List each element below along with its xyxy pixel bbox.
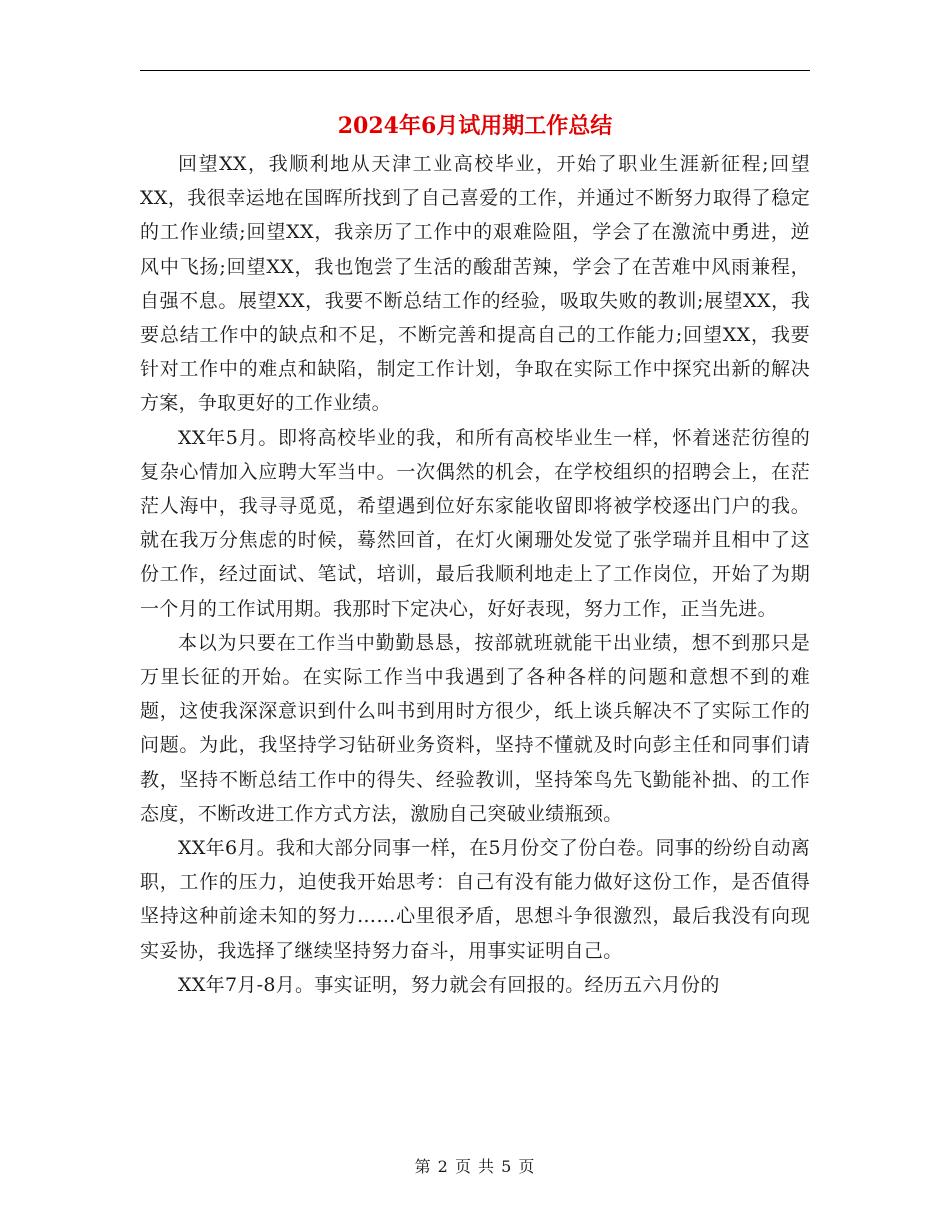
paragraph-5: XX年7月-8月。事实证明，努力就会有回报的。经历五六月份的 [178, 973, 720, 996]
document-title: 2024年6月试用期工作总结 [337, 113, 613, 139]
page-number: 第 2 页 共 5 页 [414, 1157, 536, 1176]
paragraph-4: XX年6月。我和大部分同事一样，在5月份交了份白卷。同事的纷纷自动离职，工作的压力，迫使我开始思考：自己有没有能力做好这份工作，是否值得坚持这种前途未知的努力……心里很矛盾，思想斗争很激烈，最后我没有向现实妥协，我选择了继续坚持努力奋斗，用事实证明自己。 [140, 837, 810, 962]
header-rule [140, 70, 810, 71]
document-body [140, 147, 810, 1002]
paragraph-1: 回望XX，我顺利地从天津工业高校毕业，开始了职业生涯新征程;回望XX，我很幸运地在国晖所找到了自己喜爱的工作，并通过不断努力取得了稳定的工作业绩;回望XX，我亲历了工作中的艰难险阻，学会了在激流中勇进，逆风中飞扬;回望XX，我也饱尝了生活的酸甜苦辣，学会了在苦难中风雨兼程，自强不息。展望XX，我要不断总结工作的经验，吸取失败的教训;展望XX，我要总结工作中的缺点和不足，不断完善和提高自己的工作能力;回望XX，我要针对工作中的难点和缺陷，制定工作计划，争取在实际工作中探究出新的解决方案，争取更好的工作业绩。 [140, 153, 810, 415]
paragraph-3: 本以为只要在工作当中勤勤恳恳，按部就班就能干出业绩，想不到那只是万里长征的开始。在实际工作当中我遇到了各种各样的问题和意想不到的难题，这使我深深意识到什么叫书到用时方很少，纸上谈兵解决不了实际工作的问题。为此，我坚持学习钻研业务资料，坚持不懂就及时向彭主任和同事们请教，坚持不断总结工作中的得失、经验教训，坚持笨鸟先飞勤能补拙、的工作态度，不断改进工作方式方法，激励自己突破业绩瓶颈。 [140, 631, 810, 825]
paragraph-2: XX年5月。即将高校毕业的我，和所有高校毕业生一样，怀着迷茫彷徨的复杂心情加入应聘大军当中。一次偶然的机会，在学校组织的招聘会上，在茫茫人海中，我寻寻觅觅，希望遇到位好东家能收留即将被学校逐出门户的我。就在我万分焦虑的时候，蓦然回首，在灯火阑珊处发觉了张学瑞并且相中了这份工作，经过面试、笔试，培训，最后我顺利地走上了工作岗位，开始了为期一个月的工作试用期。我那时下定决心，好好表现，努力工作，正当先进。 [140, 426, 810, 620]
